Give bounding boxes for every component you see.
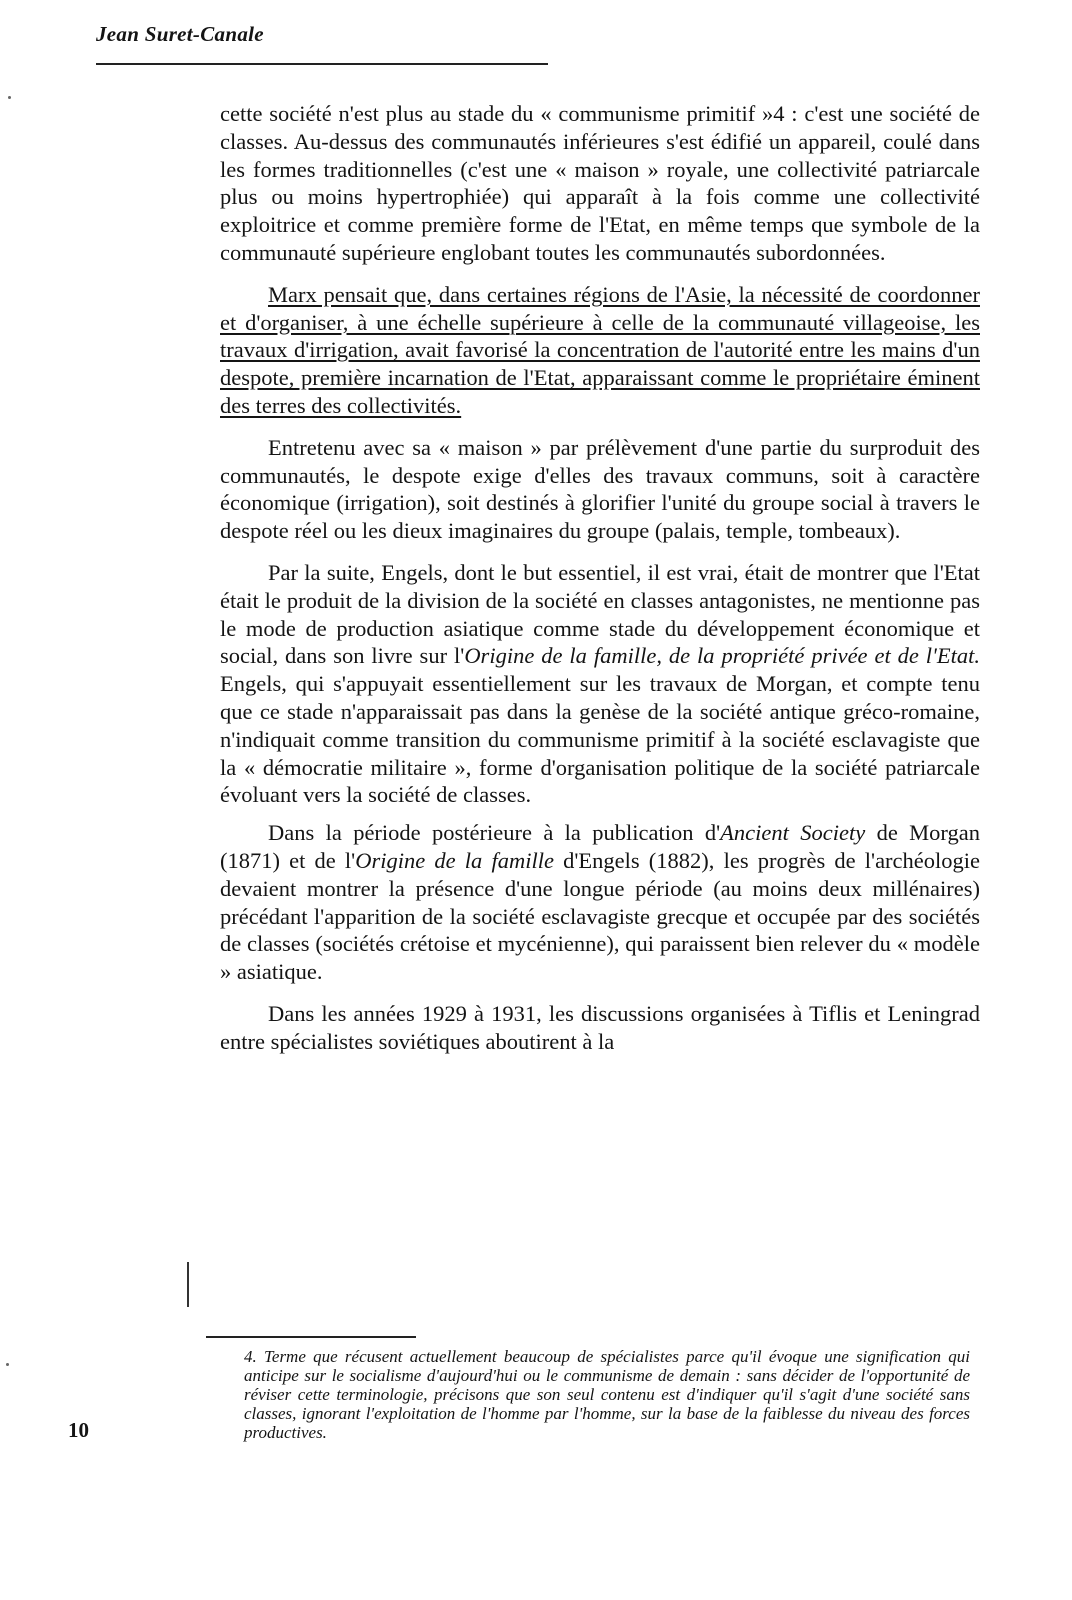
paragraph-4 — [220, 559, 980, 809]
body-text — [220, 100, 980, 1070]
paragraph-6: Dans les années 1929 à 1931, les discussions organisées à Tiflis et Leningrad entre spécialistes soviétiques aboutirent à la — [220, 1000, 980, 1054]
book-title-ancient-society: Ancient Society — [720, 820, 866, 846]
book-title-origine-famille: Origine de la famille — [355, 847, 554, 873]
paragraph-1: cette société n'est plus au stade du « communisme primitif »4 : c'est une société de classes. Au-dessus des communautés inférieures s'est édifié un appareil, coulé dans les formes traditionnelles (c'est une « maison » royale, une collectivité patriarcale plus ou moins hypertrophiée) qui apparaît à la fois comme une collectivité exploitrice et comme première forme de l'Etat, en même temps que symbole de la communauté supérieure englobant toutes les communautés subordonnées. — [220, 101, 980, 265]
page-number: 10 — [68, 1418, 89, 1442]
paragraph-4-text-a: Par la suite, Engels, dont le but essentiel, il est vrai, était de montrer que l'Etat était le produit de la division de la société en classes antagonistes, ne mentionne pas le mode de production asiatique comme stade du développement économique et social, dans son livre sur l' — [220, 559, 980, 669]
paragraph-5 — [220, 819, 980, 986]
margin-mark — [187, 1262, 189, 1307]
paragraph-5-text-a: Dans la période postérieure à la publication d' — [268, 820, 721, 846]
footnote: 4. Terme que récusent actuellement beaucoup de spécialistes parce qu'il évoque une signification qui anticipe sur le socialisme d'aujourd'hui ou le communisme de demain : sans décider de l'opportunité de réviser cette terminologie, précisons que son seul contenu est d'indiquer qu'il s'agit d'une société sans classes, ignorant l'exploitation de l'homme par l'homme, sur la base de la faiblesse du niveau des forces productives. — [244, 1347, 970, 1442]
header-rule — [96, 63, 548, 65]
book-title-origine: Origine de la famille, de la propriété privée et de l'Etat. — [464, 643, 980, 669]
footnote-rule — [206, 1336, 416, 1338]
paragraph-4-text-b: Engels, qui s'appuyait essentiellement sur les travaux de Morgan, et compte tenu que ce stade n'apparaissait pas dans la genèse de la société antique gréco-romaine, n'indiquait comme transition du communisme primitif à la société esclavagiste que la « démocratie militaire », forme d'organisation politique de la société patriarcale évoluant vers la société de classes. — [220, 671, 980, 808]
paragraph-5-text-c: d'Engels (1882), les progrès de l'archéologie devaient montrer la présence d'une longue période (au moins deux millénaires) précédant l'apparition de la société esclavagiste grecque et occupée par des sociétés de classes (sociétés crétoise et mycénienne), qui paraissent bien relever du « modèle » asiatique. — [220, 847, 981, 985]
paragraph-5-text-b: de Morgan (1871) et de l' — [220, 820, 980, 873]
paragraph-3: Entretenu avec sa « maison » par prélèvement d'une partie du surproduit des communautés, le despote exige d'elles des travaux communs, soit à caractère économique (irrigation), soit destinés à glorifier l'unité du groupe social à travers le despote réel ou les dieux imaginaires du groupe (palais, temple, tombeaux). — [220, 434, 980, 544]
scan-speck — [8, 96, 11, 99]
scan-speck — [6, 1363, 9, 1366]
paragraph-2-underlined — [220, 281, 980, 420]
running-head: Jean Suret-Canale — [96, 22, 264, 46]
underlined-passage: Marx pensait que, dans certaines régions de l'Asie, la nécessité de coordonner et d'organiser, à une échelle supérieure à celle de la communauté villageoise, les travaux d'irrigation, avait favorisé la concentration de l'autorité entre les mains d'un despote, première incarnation de l'Etat, apparaissant comme le propriétaire éminent des terres des collectivités. — [220, 281, 980, 418]
